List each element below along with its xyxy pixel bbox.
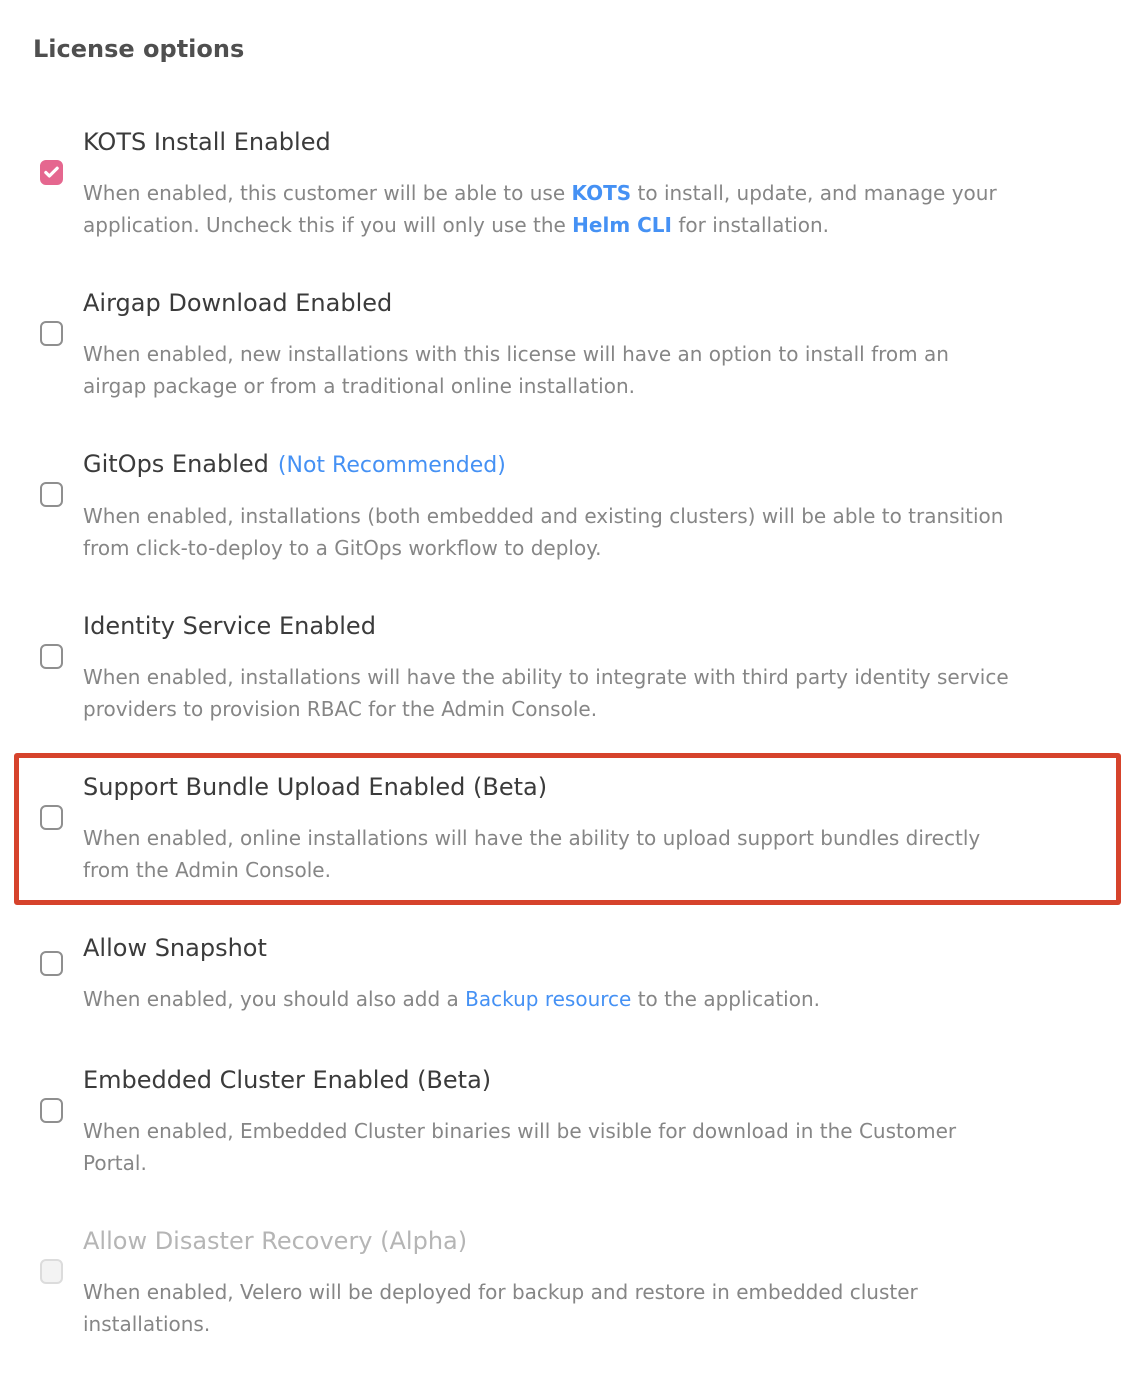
description-text: When enabled, Embedded Cluster binaries will be visible for download in the Customer Portal.: [83, 1119, 957, 1175]
description-text: When enabled, you should also add a: [83, 987, 466, 1011]
option-title: [83, 771, 1102, 804]
allow-snapshot-checkbox[interactable]: [40, 951, 63, 976]
option-description: [83, 1276, 1102, 1340]
checkmark-icon: [43, 164, 60, 181]
option-allow-snapshot: [0, 932, 1142, 1015]
airgap-download-checkbox[interactable]: [40, 321, 63, 346]
option-title: [83, 610, 1102, 643]
not-recommended-link[interactable]: (Not Recommended): [277, 453, 506, 478]
option-title: [83, 1225, 1102, 1258]
identity-service-checkbox[interactable]: [40, 644, 63, 669]
description-text: for installation.: [672, 213, 830, 237]
gitops-checkbox[interactable]: [40, 482, 63, 507]
embedded-cluster-checkbox[interactable]: [40, 1098, 63, 1123]
option-kots-install: [0, 126, 1142, 241]
disaster-recovery-checkbox: [40, 1259, 63, 1284]
option-title-text: Airgap Download Enabled: [83, 289, 393, 317]
description-text: to the application.: [631, 987, 820, 1011]
option-description: [83, 500, 1102, 564]
inline-link[interactable]: Helm CLI: [572, 213, 672, 237]
option-gitops: [0, 448, 1142, 564]
option-identity-service: [0, 610, 1142, 725]
option-airgap-download: [0, 287, 1142, 402]
option-title: [83, 287, 1102, 320]
inline-link[interactable]: Backup resource: [465, 987, 632, 1011]
option-description: [83, 983, 1102, 1015]
option-embedded-cluster: [0, 1064, 1142, 1179]
option-title-text: Allow Snapshot: [83, 934, 267, 962]
option-title: [83, 448, 1102, 482]
description-text: When enabled, new installations with this license will have an option to install from an airgap package or from a traditional online installation.: [83, 342, 949, 398]
description-text: to install, update, and manage your application. Uncheck this if you will only use the: [83, 181, 997, 237]
kots-install-checkbox[interactable]: [40, 160, 63, 185]
option-description: [83, 1115, 1102, 1179]
support-bundle-upload-checkbox[interactable]: [40, 805, 63, 830]
option-title-text: KOTS Install Enabled: [83, 128, 331, 156]
option-disaster-recovery: [0, 1225, 1142, 1340]
license-options-list: [0, 126, 1142, 1340]
option-description: [83, 661, 1102, 725]
option-title-text: Embedded Cluster Enabled (Beta): [83, 1066, 492, 1094]
description-text: When enabled, installations (both embedded and existing clusters) will be able to transition from click-to-deploy to a GitOps workflow to deploy.: [83, 504, 1004, 560]
option-description: [83, 177, 1102, 241]
option-title: [83, 1064, 1102, 1097]
inline-link[interactable]: KOTS: [571, 181, 632, 205]
option-title-text: Support Bundle Upload Enabled (Beta): [83, 773, 548, 801]
page-title: License options: [33, 35, 245, 63]
option-title: [83, 126, 1102, 159]
option-title-text: GitOps Enabled: [83, 450, 269, 478]
option-description: [83, 822, 1102, 886]
description-text: When enabled, installations will have the ability to integrate with third party identity service providers to provision RBAC for the Admin Console.: [83, 665, 1009, 721]
description-text: When enabled, Velero will be deployed for backup and restore in embedded cluster installations.: [83, 1280, 918, 1336]
description-text: When enabled, online installations will have the ability to upload support bundles directly from the Admin Console.: [83, 826, 981, 882]
option-description: [83, 338, 1102, 402]
option-title: [83, 932, 1102, 965]
option-support-bundle-upload: [0, 771, 1142, 886]
option-title-text: Identity Service Enabled: [83, 612, 376, 640]
description-text: When enabled, this customer will be able to use: [83, 181, 572, 205]
option-title-text: Allow Disaster Recovery (Alpha): [83, 1227, 468, 1255]
